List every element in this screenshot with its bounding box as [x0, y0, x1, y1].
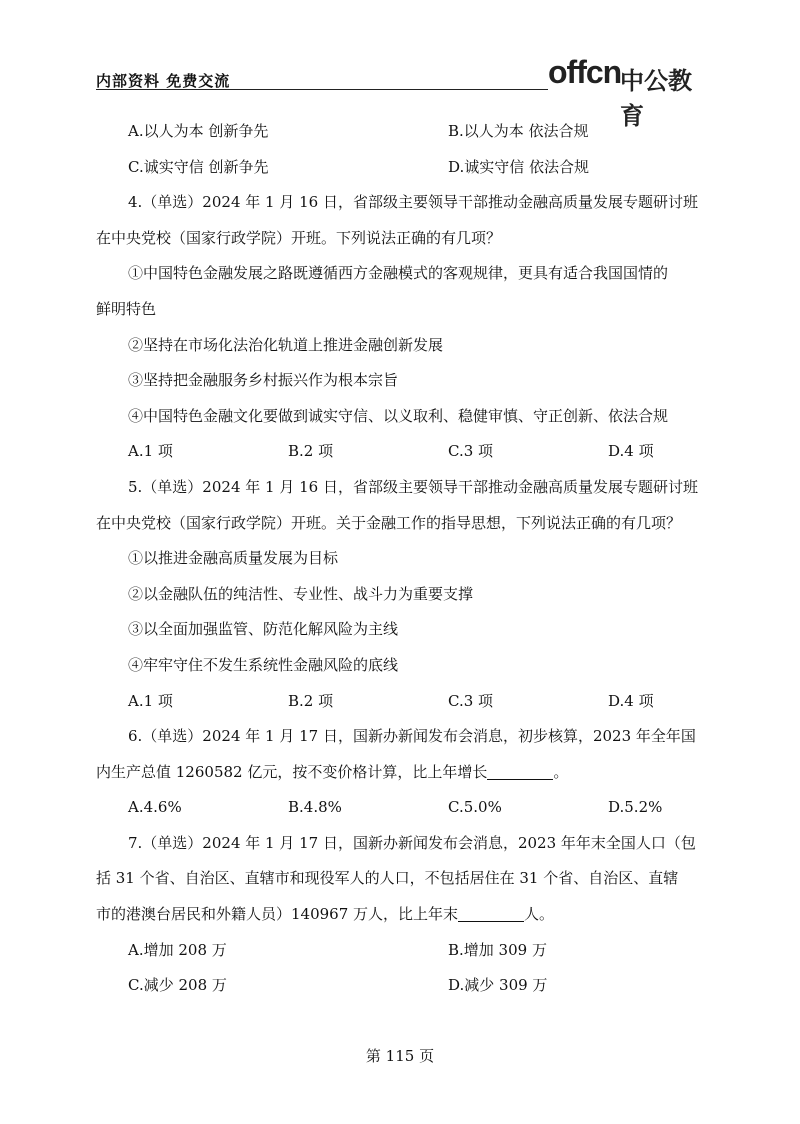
q7-options-row-1	[96, 933, 708, 969]
q7-stem-line-2: 括 31 个省、自治区、直辖市和现役军人的人口，不包括居住在 31 个省、自治区、直辖	[96, 869, 679, 888]
q6-option-b: B.4.8%	[288, 798, 342, 817]
q7-stem-line-1: 7.（单选）2024 年 1 月 17 日，国新办新闻发布会消息，2023 年年末全国人口（包	[128, 833, 696, 852]
q7-option-b: B.增加 309 万	[448, 940, 547, 959]
q7-option-a: A.增加 208 万	[128, 940, 227, 959]
q4-option-a: A.1 项	[128, 442, 173, 461]
q5-option-c: C.3 项	[448, 691, 494, 710]
header-rule	[96, 89, 548, 90]
q3-option-b: B.以人为本 依法合规	[448, 122, 589, 140]
q4-statement-1: ①中国特色金融发展之路既遵循西方金融模式的客观规律，更具有适合我国国情的	[128, 264, 669, 283]
q5-statement-4: ④牢牢守住不发生系统性金融风险的底线	[128, 655, 399, 674]
q4-option-c: C.3 项	[448, 442, 494, 461]
q5-option-d: D.4 项	[608, 691, 654, 710]
q4-option-d: D.4 项	[608, 442, 654, 461]
q7-option-c: C.减少 208 万	[128, 976, 227, 995]
q4-statement-3: ③坚持把金融服务乡村振兴作为根本宗旨	[128, 371, 399, 390]
q3-option-d: D.诚实守信 依法合规	[448, 157, 590, 176]
q4-statement-1-cont: 鲜明特色	[96, 299, 157, 318]
q6-option-a: A.4.6%	[128, 798, 182, 817]
q5-statement-1: ①以推进金融高质量发展为目标	[128, 549, 339, 568]
q5-stem-line-1: 5.（单选）2024 年 1 月 16 日，省部级主要领导干部推动金融高质量发展专题研讨班	[128, 477, 698, 496]
q4-option-b: B.2 项	[288, 442, 334, 461]
q3-options-row-2	[96, 150, 708, 186]
logo-chinese: 中公教育	[620, 67, 692, 130]
q7-stem-text: 市的港澳台居民和外籍人员）140967 万人，比上年末	[96, 905, 459, 924]
q6-options	[96, 790, 708, 826]
q4-stem-line-1: 4.（单选）2024 年 1 月 16 日，省部级主要领导干部推动金融高质量发展专题研讨班	[128, 193, 698, 212]
q3-option-c: C.诚实守信 创新争先	[128, 157, 269, 176]
q3-option-a: A.以人为本 创新争先	[128, 122, 269, 140]
q3-options-row-1	[96, 114, 708, 150]
q5-statement-3: ③以全面加强监管、防范化解风险为主线	[128, 620, 399, 639]
q7-options-row-2	[96, 968, 708, 1004]
page-number: 第 115 页	[365, 1047, 435, 1065]
q6-stem-end: 。	[553, 762, 569, 781]
q6-stem-line-2	[96, 755, 708, 791]
q4-statement-2: ②坚持在市场化法治化轨道上推进金融创新发展	[128, 335, 444, 354]
q6-stem-line-1: 6.（单选）2024 年 1 月 17 日，国新办新闻发布会消息，初步核算，2023 年全年国	[128, 727, 696, 746]
q6-answer-blank	[487, 763, 553, 780]
q5-option-a: A.1 项	[128, 691, 173, 710]
q7-answer-blank	[458, 905, 524, 922]
q5-option-b: B.2 项	[288, 691, 334, 710]
q7-stem-line-3	[96, 897, 708, 933]
q6-option-c: C.5.0%	[448, 798, 502, 817]
q6-stem-text: 内生产总值 1260582 亿元，按不变价格计算，比上年增长	[96, 762, 488, 781]
q7-option-d: D.减少 309 万	[448, 976, 548, 995]
q5-statement-2: ②以金融队伍的纯洁性、专业性、战斗力为重要支撑	[128, 584, 474, 603]
q5-options	[96, 684, 708, 720]
page-content	[96, 114, 708, 1004]
offcn-logo	[548, 54, 708, 130]
q7-stem-end: 人。	[524, 905, 555, 924]
q6-option-d: D.5.2%	[608, 798, 663, 817]
header-left-text: 内部资料 免费交流	[96, 72, 231, 90]
q4-statement-4: ④中国特色金融文化要做到诚实守信、以义取利、稳健审慎、守正创新、依法合规	[128, 406, 669, 425]
q4-stem-line-2: 在中央党校（国家行政学院）开班。下列说法正确的有几项？	[96, 228, 502, 247]
q5-stem-line-2: 在中央党校（国家行政学院）开班。关于金融工作的指导思想，下列说法正确的有几项？	[96, 513, 682, 532]
q4-options	[96, 434, 708, 470]
logo-brand: offcn	[548, 54, 622, 90]
